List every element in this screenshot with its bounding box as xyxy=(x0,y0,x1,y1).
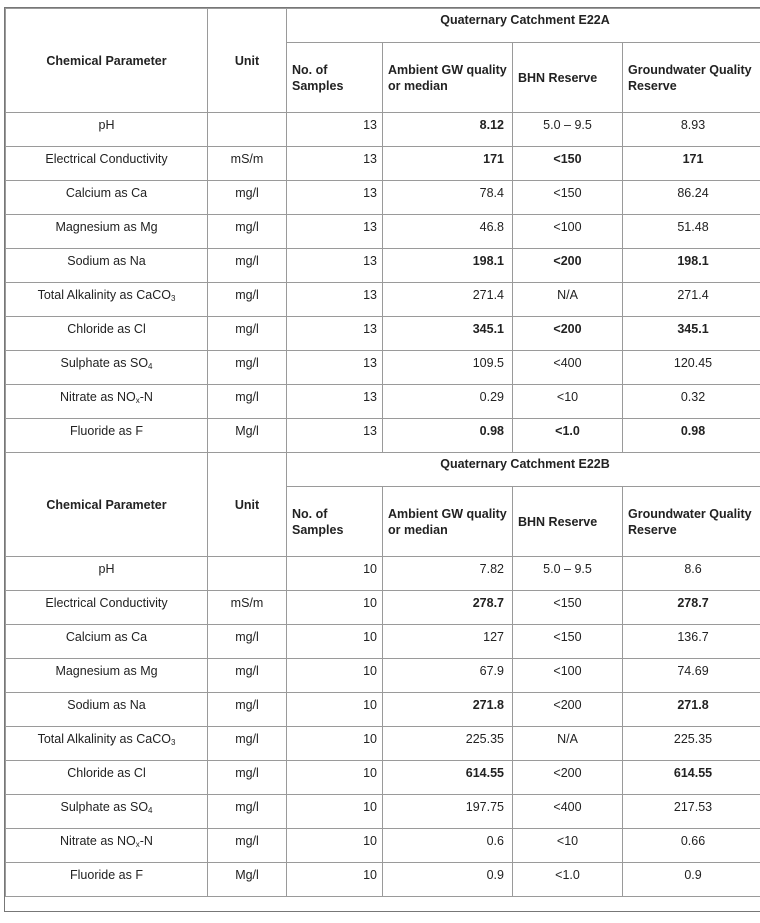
chemical-parameter-header: Chemical Parameter xyxy=(6,9,208,113)
unit-cell: mg/l xyxy=(208,249,287,283)
unit-cell: mg/l xyxy=(208,351,287,385)
no-of-samples-header: No. of Samples xyxy=(287,487,383,557)
samples-cell: 13 xyxy=(287,113,383,147)
parameter-name: Sulphate as SO xyxy=(60,356,149,370)
ambient-cell: 171 xyxy=(383,147,513,181)
unit-cell: mg/l xyxy=(208,761,287,795)
table-row xyxy=(6,693,760,727)
unit-cell: mg/l xyxy=(208,659,287,693)
ambient-cell: 8.12 xyxy=(383,113,513,147)
water-quality-table xyxy=(5,8,760,897)
table-body xyxy=(6,9,760,897)
unit-cell xyxy=(208,113,287,147)
ambient-cell: 198.1 xyxy=(383,249,513,283)
ambient-cell: 271.8 xyxy=(383,693,513,727)
gw-reserve-cell: 0.32 xyxy=(623,385,760,419)
parameter-cell xyxy=(6,147,208,181)
table-row xyxy=(6,385,760,419)
ambient-cell: 7.82 xyxy=(383,557,513,591)
parameter-name: Total Alkalinity as CaCO xyxy=(37,732,171,746)
ambient-cell: 278.7 xyxy=(383,591,513,625)
samples-cell: 10 xyxy=(287,693,383,727)
samples-cell: 10 xyxy=(287,863,383,897)
samples-cell: 10 xyxy=(287,591,383,625)
parameter-cell xyxy=(6,625,208,659)
bhn-cell: N/A xyxy=(513,727,623,761)
parameter-cell xyxy=(6,385,208,419)
parameter-cell xyxy=(6,215,208,249)
catchment-header: Quaternary Catchment E22B xyxy=(287,453,760,487)
unit-cell: mg/l xyxy=(208,317,287,351)
unit-cell: mg/l xyxy=(208,385,287,419)
parameter-cell xyxy=(6,113,208,147)
parameter-cell xyxy=(6,351,208,385)
ambient-cell: 46.8 xyxy=(383,215,513,249)
bhn-reserve-header: BHN Reserve xyxy=(513,487,623,557)
unit-header: Unit xyxy=(208,9,287,113)
chemical-parameter-header: Chemical Parameter xyxy=(6,453,208,557)
unit-cell: mg/l xyxy=(208,181,287,215)
parameter-cell xyxy=(6,283,208,317)
samples-cell: 13 xyxy=(287,215,383,249)
parameter-name: Calcium as Ca xyxy=(65,186,148,200)
unit-cell: mg/l xyxy=(208,727,287,761)
table-row xyxy=(6,795,760,829)
table-row xyxy=(6,863,760,897)
bhn-cell: <150 xyxy=(513,591,623,625)
table-row xyxy=(6,727,760,761)
table-row xyxy=(6,625,760,659)
samples-cell: 10 xyxy=(287,829,383,863)
gw-reserve-cell: 271.8 xyxy=(623,693,760,727)
unit-cell: mg/l xyxy=(208,829,287,863)
bhn-cell: <100 xyxy=(513,215,623,249)
parameter-cell xyxy=(6,181,208,215)
bhn-cell: <200 xyxy=(513,317,623,351)
unit-cell: mS/m xyxy=(208,147,287,181)
samples-cell: 13 xyxy=(287,351,383,385)
ambient-cell: 345.1 xyxy=(383,317,513,351)
unit-cell: mg/l xyxy=(208,795,287,829)
unit-cell: mS/m xyxy=(208,591,287,625)
samples-cell: 13 xyxy=(287,283,383,317)
parameter-name: Chloride as Cl xyxy=(67,766,146,780)
gw-reserve-cell: 0.9 xyxy=(623,863,760,897)
samples-cell: 10 xyxy=(287,761,383,795)
gw-reserve-cell: 51.48 xyxy=(623,215,760,249)
ambient-cell: 0.6 xyxy=(383,829,513,863)
samples-cell: 13 xyxy=(287,147,383,181)
table-row xyxy=(6,249,760,283)
parameter-name: Electrical Conductivity xyxy=(45,152,168,166)
table-row xyxy=(6,591,760,625)
bhn-cell: <150 xyxy=(513,147,623,181)
gw-quality-reserve-header: Groundwater Quality Reserve xyxy=(623,43,760,113)
ambient-cell: 614.55 xyxy=(383,761,513,795)
table-row xyxy=(6,829,760,863)
parameter-subscript: 4 xyxy=(148,362,153,371)
ambient-cell: 109.5 xyxy=(383,351,513,385)
samples-cell: 10 xyxy=(287,659,383,693)
parameter-name: Calcium as Ca xyxy=(65,630,148,644)
gw-reserve-cell: 271.4 xyxy=(623,283,760,317)
parameter-cell xyxy=(6,863,208,897)
gw-reserve-cell: 120.45 xyxy=(623,351,760,385)
gw-reserve-cell: 8.93 xyxy=(623,113,760,147)
bhn-cell: <150 xyxy=(513,625,623,659)
parameter-name: pH xyxy=(98,562,115,576)
bhn-reserve-header: BHN Reserve xyxy=(513,43,623,113)
table-row xyxy=(6,761,760,795)
bhn-cell: <100 xyxy=(513,659,623,693)
ambient-cell: 225.35 xyxy=(383,727,513,761)
parameter-name: Magnesium as Mg xyxy=(55,220,158,234)
bhn-cell: 5.0 – 9.5 xyxy=(513,557,623,591)
ambient-cell: 0.98 xyxy=(383,419,513,453)
gw-reserve-cell: 217.53 xyxy=(623,795,760,829)
bhn-cell: <150 xyxy=(513,181,623,215)
gw-reserve-cell: 74.69 xyxy=(623,659,760,693)
parameter-name: Sulphate as SO xyxy=(60,800,149,814)
parameter-name: pH xyxy=(98,118,115,132)
parameter-name: Nitrate as NO xyxy=(60,390,136,404)
ambient-header: Ambient GW quality or median xyxy=(383,43,513,113)
gw-reserve-cell: 86.24 xyxy=(623,181,760,215)
ambient-cell: 271.4 xyxy=(383,283,513,317)
samples-cell: 13 xyxy=(287,317,383,351)
parameter-subscript: 4 xyxy=(148,806,153,815)
gw-reserve-cell: 225.35 xyxy=(623,727,760,761)
samples-cell: 13 xyxy=(287,385,383,419)
parameter-cell xyxy=(6,761,208,795)
gw-reserve-cell: 136.7 xyxy=(623,625,760,659)
ambient-cell: 0.29 xyxy=(383,385,513,419)
table-row xyxy=(6,147,760,181)
parameter-name: Fluoride as F xyxy=(70,868,143,882)
parameter-cell xyxy=(6,317,208,351)
table-row xyxy=(6,557,760,591)
bhn-cell: <10 xyxy=(513,385,623,419)
unit-cell xyxy=(208,557,287,591)
gw-reserve-cell: 614.55 xyxy=(623,761,760,795)
parameter-subscript: 3 xyxy=(170,738,176,747)
samples-cell: 13 xyxy=(287,249,383,283)
parameter-name: Nitrate as NO xyxy=(60,834,136,848)
ambient-cell: 78.4 xyxy=(383,181,513,215)
gw-reserve-cell: 0.66 xyxy=(623,829,760,863)
parameter-name: Fluoride as F xyxy=(70,424,143,438)
bhn-cell: <400 xyxy=(513,351,623,385)
unit-cell: mg/l xyxy=(208,625,287,659)
parameter-cell xyxy=(6,727,208,761)
parameter-subscript: x xyxy=(135,840,140,849)
gw-reserve-cell: 345.1 xyxy=(623,317,760,351)
bhn-cell: <200 xyxy=(513,249,623,283)
unit-cell: Mg/l xyxy=(208,863,287,897)
parameter-cell xyxy=(6,419,208,453)
bhn-cell: 5.0 – 9.5 xyxy=(513,113,623,147)
table-row xyxy=(6,283,760,317)
parameter-suffix: -N xyxy=(139,390,153,404)
parameter-subscript: x xyxy=(135,396,140,405)
gw-reserve-cell: 198.1 xyxy=(623,249,760,283)
parameter-cell xyxy=(6,557,208,591)
table-row xyxy=(6,659,760,693)
table-row xyxy=(6,181,760,215)
parameter-cell xyxy=(6,829,208,863)
bhn-cell: N/A xyxy=(513,283,623,317)
samples-cell: 10 xyxy=(287,795,383,829)
parameter-name: Sodium as Na xyxy=(67,254,146,268)
ambient-cell: 67.9 xyxy=(383,659,513,693)
table-row xyxy=(6,317,760,351)
parameter-cell xyxy=(6,795,208,829)
samples-cell: 10 xyxy=(287,727,383,761)
table-row xyxy=(6,419,760,453)
parameter-name: Electrical Conductivity xyxy=(45,596,168,610)
ambient-cell: 127 xyxy=(383,625,513,659)
table-row xyxy=(6,113,760,147)
parameter-subscript: 3 xyxy=(170,294,176,303)
ambient-cell: 0.9 xyxy=(383,863,513,897)
bhn-cell: <200 xyxy=(513,693,623,727)
unit-cell: mg/l xyxy=(208,283,287,317)
section-header-row xyxy=(6,453,760,487)
gw-quality-reserve-header: Groundwater Quality Reserve xyxy=(623,487,760,557)
samples-cell: 13 xyxy=(287,181,383,215)
samples-cell: 10 xyxy=(287,557,383,591)
ambient-header: Ambient GW quality or median xyxy=(383,487,513,557)
parameter-name: Total Alkalinity as CaCO xyxy=(37,288,171,302)
bhn-cell: <1.0 xyxy=(513,863,623,897)
bhn-cell: <200 xyxy=(513,761,623,795)
gw-reserve-cell: 278.7 xyxy=(623,591,760,625)
gw-reserve-cell: 8.6 xyxy=(623,557,760,591)
bhn-cell: <10 xyxy=(513,829,623,863)
parameter-name: Chloride as Cl xyxy=(67,322,146,336)
samples-cell: 10 xyxy=(287,625,383,659)
gw-reserve-cell: 171 xyxy=(623,147,760,181)
unit-header: Unit xyxy=(208,453,287,557)
parameter-suffix: -N xyxy=(139,834,153,848)
table-row xyxy=(6,215,760,249)
parameter-cell xyxy=(6,659,208,693)
ambient-cell: 197.75 xyxy=(383,795,513,829)
parameter-cell xyxy=(6,693,208,727)
unit-cell: mg/l xyxy=(208,215,287,249)
parameter-cell xyxy=(6,249,208,283)
catchment-header: Quaternary Catchment E22A xyxy=(287,9,760,43)
parameter-name: Magnesium as Mg xyxy=(55,664,158,678)
unit-cell: Mg/l xyxy=(208,419,287,453)
samples-cell: 13 xyxy=(287,419,383,453)
unit-cell: mg/l xyxy=(208,693,287,727)
table-row xyxy=(6,351,760,385)
parameter-name: Sodium as Na xyxy=(67,698,146,712)
bhn-cell: <400 xyxy=(513,795,623,829)
no-of-samples-header: No. of Samples xyxy=(287,43,383,113)
gw-reserve-cell: 0.98 xyxy=(623,419,760,453)
parameter-cell xyxy=(6,591,208,625)
bhn-cell: <1.0 xyxy=(513,419,623,453)
section-header-row xyxy=(6,9,760,43)
